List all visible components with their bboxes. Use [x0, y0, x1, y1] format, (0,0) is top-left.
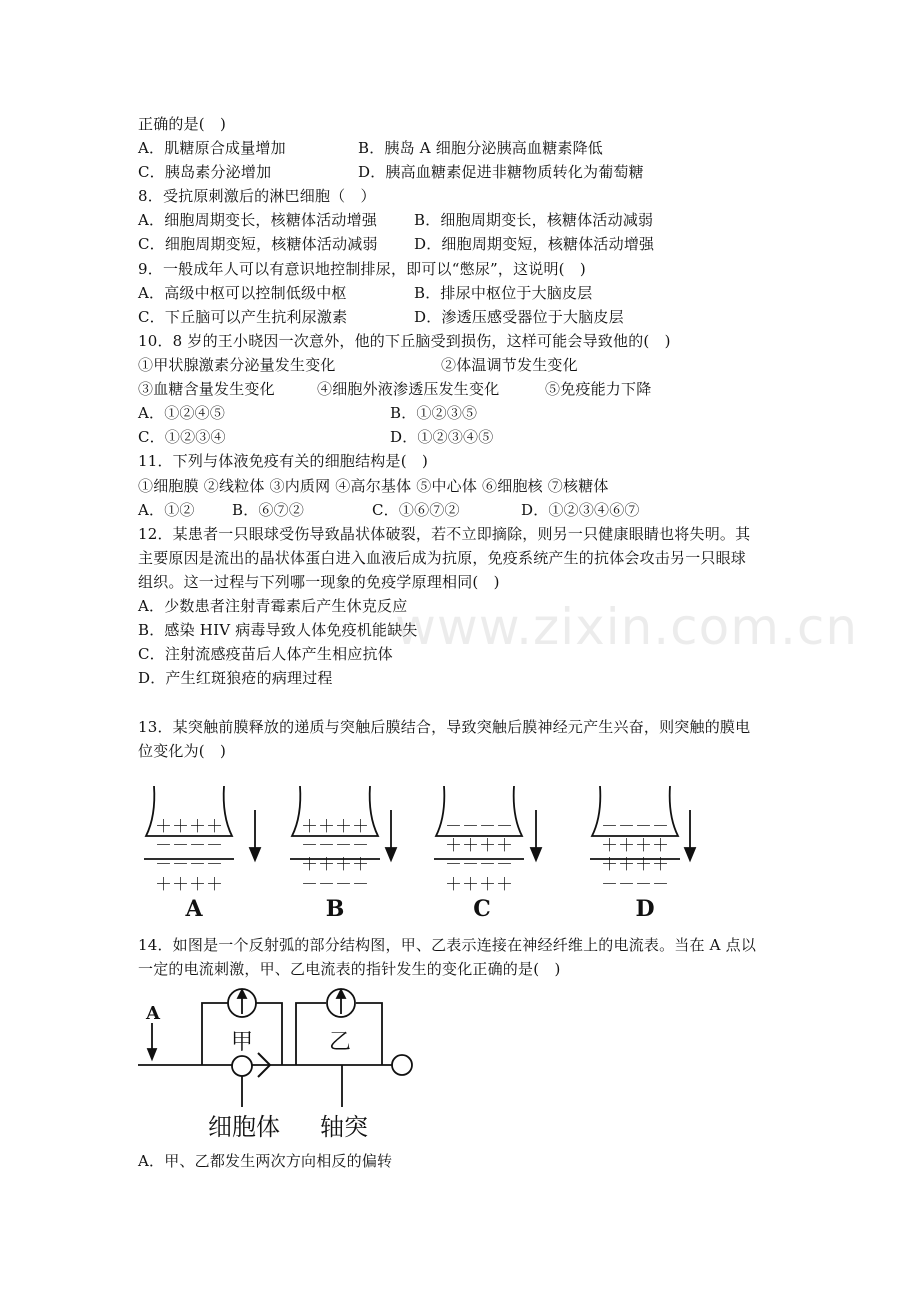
q13-line-2: 位变化为( )	[138, 742, 227, 760]
q13-synapse-figure	[130, 780, 710, 925]
q7-option-d: D．胰高血糖素促进非糖物质转化为葡萄糖	[358, 163, 644, 181]
synapse-d-row-1: －－－－	[601, 817, 669, 837]
q8-option-c: C．细胞周期变短，核糖体活动减弱	[138, 235, 378, 253]
synapse-c-label: C	[473, 896, 491, 922]
q14-reflex-arc-figure	[130, 985, 430, 1145]
terminal-circle	[392, 1055, 412, 1075]
q7-stem-tail: 正确的是( )	[138, 115, 227, 133]
watermark: www.zixin.com.cn	[395, 598, 859, 656]
synapse-b-row-1: ＋＋＋＋	[301, 817, 369, 837]
q7-option-c: C．胰岛素分泌增加	[138, 163, 272, 181]
arrow-down-icon	[531, 810, 541, 860]
q10-item-2: ②体温调节发生变化	[441, 356, 578, 374]
q14-line-2: 一定的电流刺激，甲、乙电流表的指针发生的变化正确的是( )	[138, 960, 561, 978]
q8-option-a: A．细胞周期变长，核糖体活动增强	[138, 211, 378, 229]
meter-jia-wire-left	[202, 1003, 228, 1065]
cell-body-circle	[232, 1056, 252, 1076]
q14-option-a: A．甲、乙都发生两次方向相反的偏转	[138, 1152, 393, 1170]
q10-option-b: B．①②③⑤	[390, 404, 478, 422]
needle-up-icon	[238, 990, 246, 1014]
q12-option-c: C．注射流感疫苗后人体产生相应抗体	[138, 645, 393, 663]
q11-option-a: A．①②	[138, 501, 195, 519]
synapse-d-row-2: ＋＋＋＋	[601, 836, 669, 856]
synapse-c-row-1: －－－－	[445, 817, 513, 837]
stimulus-arrow-icon	[148, 1023, 156, 1059]
meter-yi-label: 乙	[328, 1030, 352, 1055]
synapse-a-row-1: ＋＋＋＋	[155, 817, 223, 837]
synapse-b-row-4: －－－－	[301, 875, 369, 895]
q12-option-a: A．少数患者注射青霉素后产生休克反应	[138, 597, 408, 615]
arrow-down-icon	[685, 810, 695, 860]
synapse-c-row-2: ＋＋＋＋	[445, 836, 513, 856]
synapse-d-row-3: ＋＋＋＋	[601, 855, 669, 875]
q10-item-3: ③血糖含量发生变化	[138, 380, 275, 398]
q11-option-c: C．①⑥⑦②	[372, 501, 460, 519]
q10-option-d: D．①②③④⑤	[390, 428, 494, 446]
cell-body-label: 细胞体	[208, 1113, 280, 1141]
q9-stem: 9．一般成年人可以有意识地控制排尿，即可以“憋尿”，这说明( )	[138, 260, 586, 278]
q7-option-a: A．肌糖原合成量增加	[138, 139, 286, 157]
needle-up-icon	[337, 990, 345, 1014]
meter-yi-wire-left	[296, 1003, 326, 1065]
q12-line-2: 主要原因是流出的晶状体蛋白进入血液后成为抗原，免疫系统产生的抗体会攻击另一只眼球	[138, 549, 747, 567]
q12-line-3: 组织。这一过程与下列哪一现象的免疫学原理相同( )	[138, 573, 500, 591]
q7-option-b: B．胰岛 A 细胞分泌胰高血糖素降低	[358, 139, 603, 157]
synapse-d-row-4: －－－－	[601, 875, 669, 895]
synapse-a-label: A	[185, 896, 203, 922]
q12-line-1: 12．某患者一只眼球受伤导致晶状体破裂，若不立即摘除，则另一只健康眼睛也将失明。其	[138, 525, 751, 543]
q10-item-4: ④细胞外液渗透压发生变化	[317, 380, 500, 398]
synapse-a-row-4: ＋＋＋＋	[155, 875, 223, 895]
q8-stem: 8．受抗原刺激后的淋巴细胞（ ）	[138, 187, 376, 205]
synapse-a-row-2: －－－－	[155, 836, 223, 856]
q12-option-d: D．产生红斑狼疮的病理过程	[138, 669, 333, 687]
meter-jia-label: 甲	[230, 1030, 254, 1055]
synapse-d-label: D	[635, 896, 655, 922]
q8-option-d: D．细胞周期变短，核糖体活动增强	[414, 235, 655, 253]
q14-line-1: 14．如图是一个反射弧的部分结构图，甲、乙表示连接在神经纤维上的电流表。当在 A 点以	[138, 936, 757, 954]
q11-option-d: D．①②③④⑥⑦	[521, 501, 640, 519]
q9-option-a: A．高级中枢可以控制低级中枢	[138, 284, 347, 302]
q8-option-b: B．细胞周期变长，核糖体活动减弱	[414, 211, 654, 229]
meter-yi-wire-right	[356, 1003, 382, 1065]
q13-line-1: 13．某突触前膜释放的递质与突触后膜结合，导致突触后膜神经元产生兴奋，则突触的膜电	[138, 718, 751, 736]
synapse-b-label: B	[325, 896, 345, 922]
q9-option-c: C．下丘脑可以产生抗利尿激素	[138, 308, 348, 326]
q11-stem: 11．下列与体液免疫有关的细胞结构是( )	[138, 452, 428, 470]
q11-items: ①细胞膜 ②线粒体 ③内质网 ④高尔基体 ⑤中心体 ⑥细胞核 ⑦核糖体	[138, 477, 609, 495]
q10-stem: 10．8 岁的王小晓因一次意外，他的下丘脑受到损伤，这样可能会导致他的( )	[138, 332, 671, 350]
axon-label: 轴突	[320, 1113, 368, 1141]
arrow-down-icon	[386, 810, 396, 860]
q10-option-a: A．①②④⑤	[138, 404, 226, 422]
q9-option-b: B．排尿中枢位于大脑皮层	[414, 284, 593, 302]
synapse-b-row-3: ＋＋＋＋	[301, 855, 369, 875]
q12-option-b: B．感染 HIV 病毒导致人体免疫机能缺失	[138, 621, 418, 639]
synapse-c-row-3: －－－－	[445, 855, 513, 875]
q10-item-1: ①甲状腺激素分泌量发生变化	[138, 356, 336, 374]
synapse-b-row-2: －－－－	[301, 836, 369, 856]
q10-option-c: C．①②③④	[138, 428, 226, 446]
arrow-down-icon	[250, 810, 260, 860]
synapse-c-row-4: ＋＋＋＋	[445, 875, 513, 895]
synapse-a-row-3: －－－－	[155, 855, 223, 875]
q11-option-b: B．⑥⑦②	[232, 501, 305, 519]
q10-item-5: ⑤免疫能力下降	[545, 380, 652, 398]
q9-option-d: D．渗透压感受器位于大脑皮层	[414, 308, 624, 326]
stimulus-point-label: A	[146, 1003, 160, 1024]
